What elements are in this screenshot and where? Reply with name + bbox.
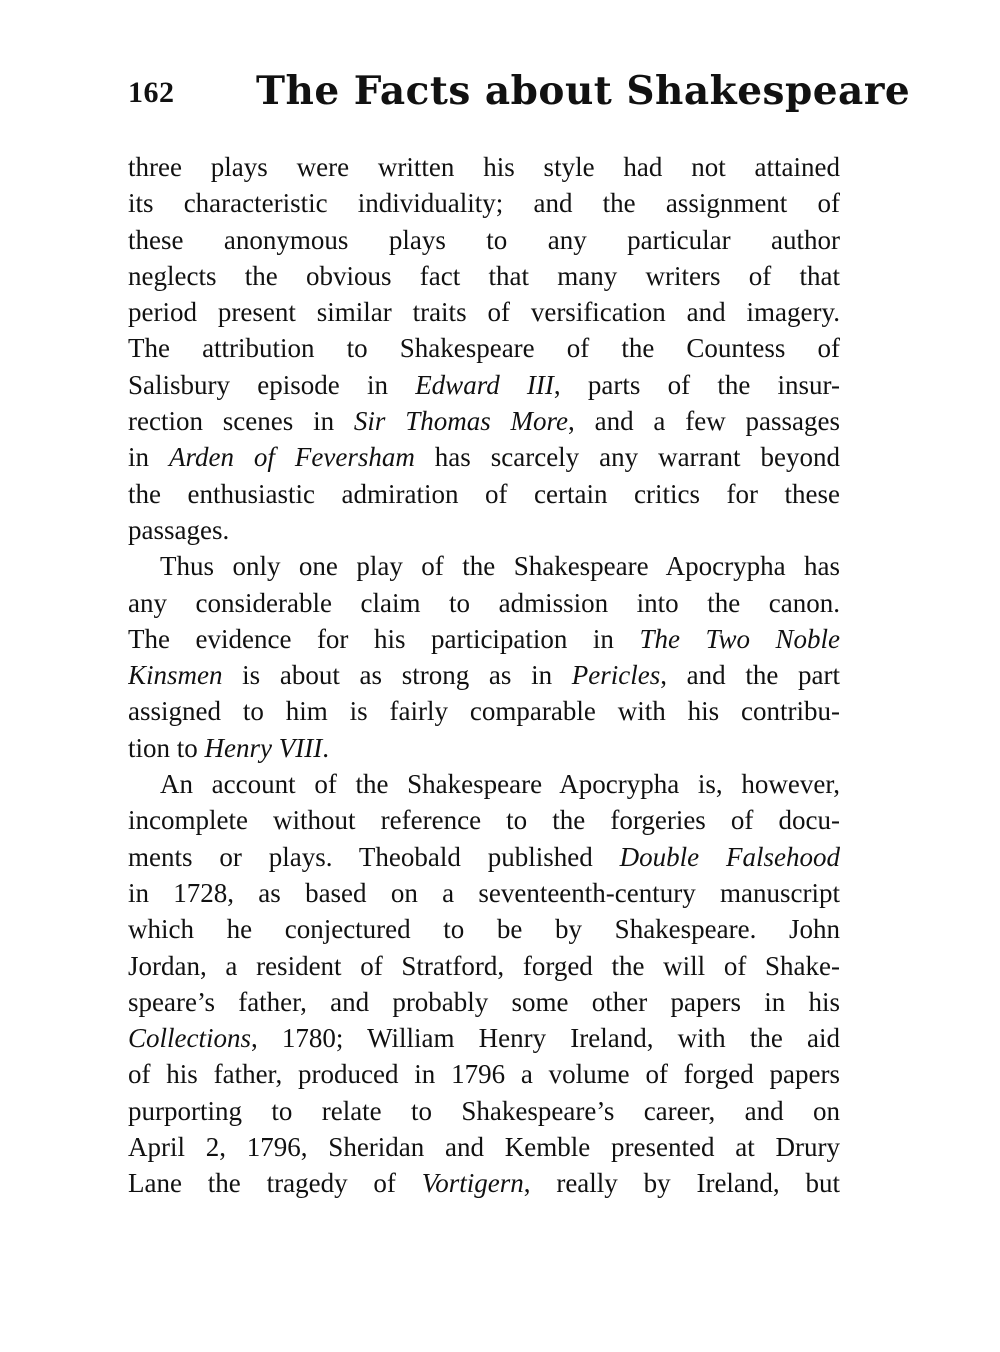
text-run: Lane the tragedy of (128, 1168, 422, 1199)
text-line: speare’s father, and probably some other papers in his (128, 986, 840, 1017)
text-run: tion to (128, 732, 205, 763)
text-run: is about as strong as in (222, 660, 572, 691)
text-line: assigned to him is fairly comparable with his contribu- (128, 696, 840, 727)
text-run: Salisbury episode in (128, 369, 416, 400)
text-line (128, 1020, 840, 1056)
text-line: Jordan, a resident of Stratford, forged the will of Shake- (128, 950, 840, 981)
italic-title: Vortigern (421, 1168, 524, 1199)
text-line: of his father, produced in 1796 a volume of forged papers (128, 1059, 840, 1090)
text-line: neglects the obvious fact that many writers of that (128, 260, 840, 291)
text-run: has scarcely any warrant beyond (414, 442, 840, 473)
text-line: period present similar traits of versification and imagery. (128, 297, 840, 328)
text-line: Thus only one play of the Shakespeare Apocrypha has (160, 551, 840, 582)
italic-title: Pericles (571, 660, 661, 691)
text-line: these anonymous plays to any particular author (128, 224, 840, 255)
text-run: . (322, 732, 329, 763)
text-run: The evidence for his participation in (128, 623, 640, 654)
text-line: purporting to relate to Shakespeare’s career, and on (128, 1095, 840, 1126)
text-line (128, 403, 840, 439)
text-line: its characteristic individuality; and the assignment of (128, 188, 840, 219)
text-run: , parts of the insur- (553, 369, 840, 400)
italic-title: Edward III (415, 369, 554, 400)
text-line (128, 839, 840, 875)
italic-title: Henry VIII (204, 732, 323, 763)
text-run: , and a few passages (568, 406, 840, 437)
italic-title: Sir Thomas More (353, 406, 569, 437)
text-line (128, 621, 840, 657)
text-line (128, 439, 840, 475)
text-line: in 1728, as based on a seventeenth-century manuscript (128, 877, 840, 908)
text-run: , really by Ireland, but (523, 1168, 840, 1199)
text-run: ments or plays. Theobald published (128, 841, 620, 872)
text-line: passages. (128, 514, 230, 545)
text-line (128, 367, 840, 403)
italic-title: The Two Noble (639, 623, 840, 654)
text-line (128, 1165, 840, 1201)
text-line: three plays were written his style had not attained (128, 152, 840, 182)
text-run: , and the part (660, 660, 840, 691)
page-header (128, 66, 911, 116)
text-line: April 2, 1796, Sheridan and Kemble presented at Drury (128, 1132, 840, 1163)
body-text (128, 149, 840, 1202)
italic-title: Double Falsehood (619, 841, 840, 872)
running-title: The Facts about Shakespeare (256, 68, 911, 114)
page-number: 162 (128, 76, 175, 109)
text-line: which he conjectured to be by Shakespeare. John (128, 914, 840, 945)
text-line: any considerable claim to admission into the canon. (128, 587, 840, 618)
text-line: incomplete without reference to the forgeries of docu- (128, 805, 840, 836)
italic-title: Arden of Feversham (168, 442, 415, 473)
italic-title: Kinsmen (128, 660, 223, 691)
text-line (128, 657, 840, 693)
text-line (128, 730, 840, 766)
text-run: , 1780; William Henry Ireland, with the aid (251, 1023, 840, 1054)
italic-title: Collections (128, 1023, 251, 1054)
text-line: the enthusiastic admiration of certain critics for these (128, 478, 840, 509)
text-run: rection scenes in (128, 406, 354, 437)
text-line: An account of the Shakespeare Apocrypha is, however, (160, 769, 840, 800)
text-line: The attribution to Shakespeare of the Countess of (128, 333, 840, 364)
text-run: in (128, 442, 169, 473)
